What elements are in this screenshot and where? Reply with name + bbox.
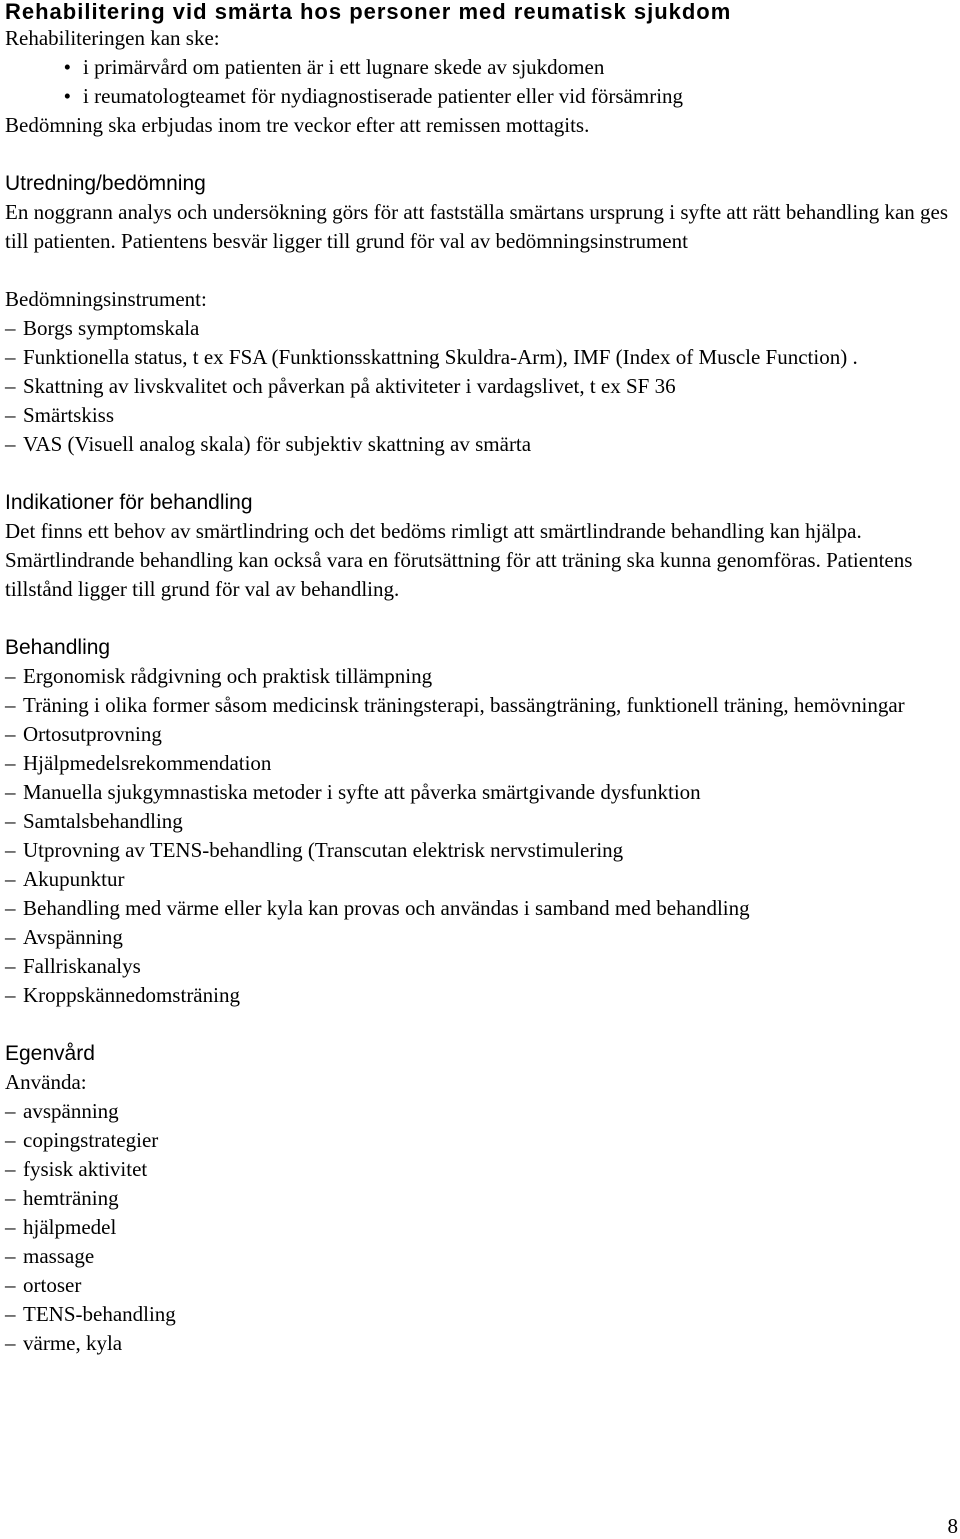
dash-icon: – bbox=[5, 838, 16, 862]
list-item bbox=[5, 865, 955, 894]
list-item bbox=[5, 1271, 955, 1300]
list-item-text: Behandling med värme eller kyla kan provas och användas i samband med behandling bbox=[23, 896, 750, 920]
list-item bbox=[5, 430, 955, 459]
dash-icon: – bbox=[5, 1157, 16, 1181]
list-item-text: TENS-behandling bbox=[23, 1302, 176, 1326]
list-item-text: Ergonomisk rådgivning och praktisk tillämpning bbox=[23, 664, 433, 688]
list-item-text: Hjälpmedelsrekommendation bbox=[23, 751, 272, 775]
list-item-text: Ortosutprovning bbox=[23, 722, 162, 746]
dash-icon: – bbox=[5, 780, 16, 804]
list-item-text: Kroppskännedomsträning bbox=[23, 983, 240, 1007]
list-item bbox=[5, 1300, 955, 1329]
dash-icon: – bbox=[5, 1302, 16, 1326]
intro-lead: Rehabiliteringen kan ske: bbox=[5, 26, 220, 50]
list-item bbox=[5, 691, 955, 720]
section-paragraph: En noggrann analys och undersökning görs för att fastställa smärtans ursprung i syfte att rätt behandling kan ges till patienten. Patientens besvär ligger till grund för val av bedömningsinstrument bbox=[5, 200, 949, 253]
list-item-text: i reumatologteamet för nydiagnostiserade patienter eller vid försämring bbox=[83, 84, 684, 108]
dash-icon: – bbox=[5, 1099, 16, 1123]
document-page bbox=[5, 0, 955, 1358]
list-item-text: Akupunktur bbox=[23, 867, 125, 891]
section-heading: Utredning/bedömning bbox=[5, 172, 206, 195]
list-item bbox=[5, 314, 955, 343]
dash-icon: – bbox=[5, 983, 16, 1007]
list-item bbox=[5, 343, 955, 372]
list-item bbox=[5, 1184, 955, 1213]
list-item bbox=[5, 1155, 955, 1184]
list-item bbox=[5, 53, 955, 82]
list-item-text: massage bbox=[23, 1244, 95, 1268]
list-item bbox=[5, 894, 955, 923]
list-item-text: Fallriskanalys bbox=[23, 954, 141, 978]
dash-icon: – bbox=[5, 925, 16, 949]
instrument-list bbox=[5, 314, 955, 459]
dash-icon: – bbox=[5, 722, 16, 746]
dash-icon: – bbox=[5, 432, 16, 456]
egenvard-lead: Använda: bbox=[5, 1070, 87, 1094]
list-item-text: Smärtskiss bbox=[23, 403, 115, 427]
list-item-text: avspänning bbox=[23, 1099, 119, 1123]
list-item bbox=[5, 1126, 955, 1155]
list-item-text: fysisk aktivitet bbox=[23, 1157, 148, 1181]
list-item bbox=[5, 923, 955, 952]
dash-icon: – bbox=[5, 1331, 16, 1355]
dash-icon: – bbox=[5, 809, 16, 833]
intro-after: Bedömning ska erbjudas inom tre veckor efter att remissen mottagits. bbox=[5, 113, 590, 137]
list-item bbox=[5, 1242, 955, 1271]
list-item bbox=[5, 1097, 955, 1126]
list-item-text: ortoser bbox=[23, 1273, 82, 1297]
list-item-text: Funktionella status, t ex FSA (Funktionsskattning Skuldra-Arm), IMF (Index of Muscle Function) . bbox=[23, 345, 858, 369]
dash-icon: – bbox=[5, 954, 16, 978]
section-heading: Behandling bbox=[5, 636, 111, 659]
list-item-text: Samtalsbehandling bbox=[23, 809, 183, 833]
subsection-heading: Bedömningsinstrument: bbox=[5, 287, 207, 311]
list-item-text: Manuella sjukgymnastiska metoder i syfte att påverka smärtgivande dysfunktion bbox=[23, 780, 701, 804]
page-number: 8 bbox=[947, 1514, 958, 1538]
dash-icon: – bbox=[5, 1273, 16, 1297]
dash-icon: – bbox=[5, 867, 16, 891]
document-title: Rehabilitering vid smärta hos personer med reumatisk sjukdom bbox=[5, 0, 732, 24]
list-item bbox=[5, 1213, 955, 1242]
dash-icon: – bbox=[5, 1186, 16, 1210]
list-item-text: Skattning av livskvalitet och påverkan på aktiviteter i vardagslivet, t ex SF 36 bbox=[23, 374, 676, 398]
list-item bbox=[5, 720, 955, 749]
list-item-text: i primärvård om patienten är i ett lugnare skede av sjukdomen bbox=[83, 55, 605, 79]
dash-icon: – bbox=[5, 1215, 16, 1239]
list-item-text: Borgs symptomskala bbox=[23, 316, 200, 340]
list-item-text: VAS (Visuell analog skala) för subjektiv skattning av smärta bbox=[23, 432, 532, 456]
dash-icon: – bbox=[5, 693, 16, 717]
dash-icon: – bbox=[5, 751, 16, 775]
list-item-text: Avspänning bbox=[23, 925, 123, 949]
list-item-text: copingstrategier bbox=[23, 1128, 159, 1152]
bullet-icon: • bbox=[63, 84, 71, 108]
list-item bbox=[5, 749, 955, 778]
list-item bbox=[5, 401, 955, 430]
list-item bbox=[5, 372, 955, 401]
behandling-list bbox=[5, 662, 955, 1010]
list-item-text: hjälpmedel bbox=[23, 1215, 117, 1239]
list-item-text: Träning i olika former såsom medicinsk träningsterapi, bassängträning, funktionell träning, hemövningar bbox=[23, 693, 905, 717]
list-item bbox=[5, 1329, 955, 1358]
dash-icon: – bbox=[5, 664, 16, 688]
list-item-text: värme, kyla bbox=[23, 1331, 123, 1355]
list-item-text: Utprovning av TENS-behandling (Transcutan elektrisk nervstimulering bbox=[23, 838, 624, 862]
list-item bbox=[5, 836, 955, 865]
dash-icon: – bbox=[5, 316, 16, 340]
list-item bbox=[5, 807, 955, 836]
egenvard-list bbox=[5, 1097, 955, 1358]
dash-icon: – bbox=[5, 896, 16, 920]
section-heading: Indikationer för behandling bbox=[5, 491, 253, 514]
dash-icon: – bbox=[5, 1244, 16, 1268]
dash-icon: – bbox=[5, 345, 16, 369]
dash-icon: – bbox=[5, 374, 16, 398]
intro-bullet-list bbox=[5, 53, 955, 111]
list-item-text: hemträning bbox=[23, 1186, 119, 1210]
list-item bbox=[5, 952, 955, 981]
list-item bbox=[5, 662, 955, 691]
dash-icon: – bbox=[5, 403, 16, 427]
section-paragraph: Det finns ett behov av smärtlindring och det bedöms rimligt att smärtlindrande behandling kan hjälpa. Smärtlindrande behandling kan också vara en förutsättning för att träning ska kunna genomföras. Patientens tillstånd ligger till grund för val av behandling. bbox=[5, 519, 913, 601]
list-item bbox=[5, 778, 955, 807]
list-item bbox=[5, 981, 955, 1010]
dash-icon: – bbox=[5, 1128, 16, 1152]
section-heading: Egenvård bbox=[5, 1042, 95, 1065]
bullet-icon: • bbox=[63, 55, 71, 79]
list-item bbox=[5, 82, 955, 111]
